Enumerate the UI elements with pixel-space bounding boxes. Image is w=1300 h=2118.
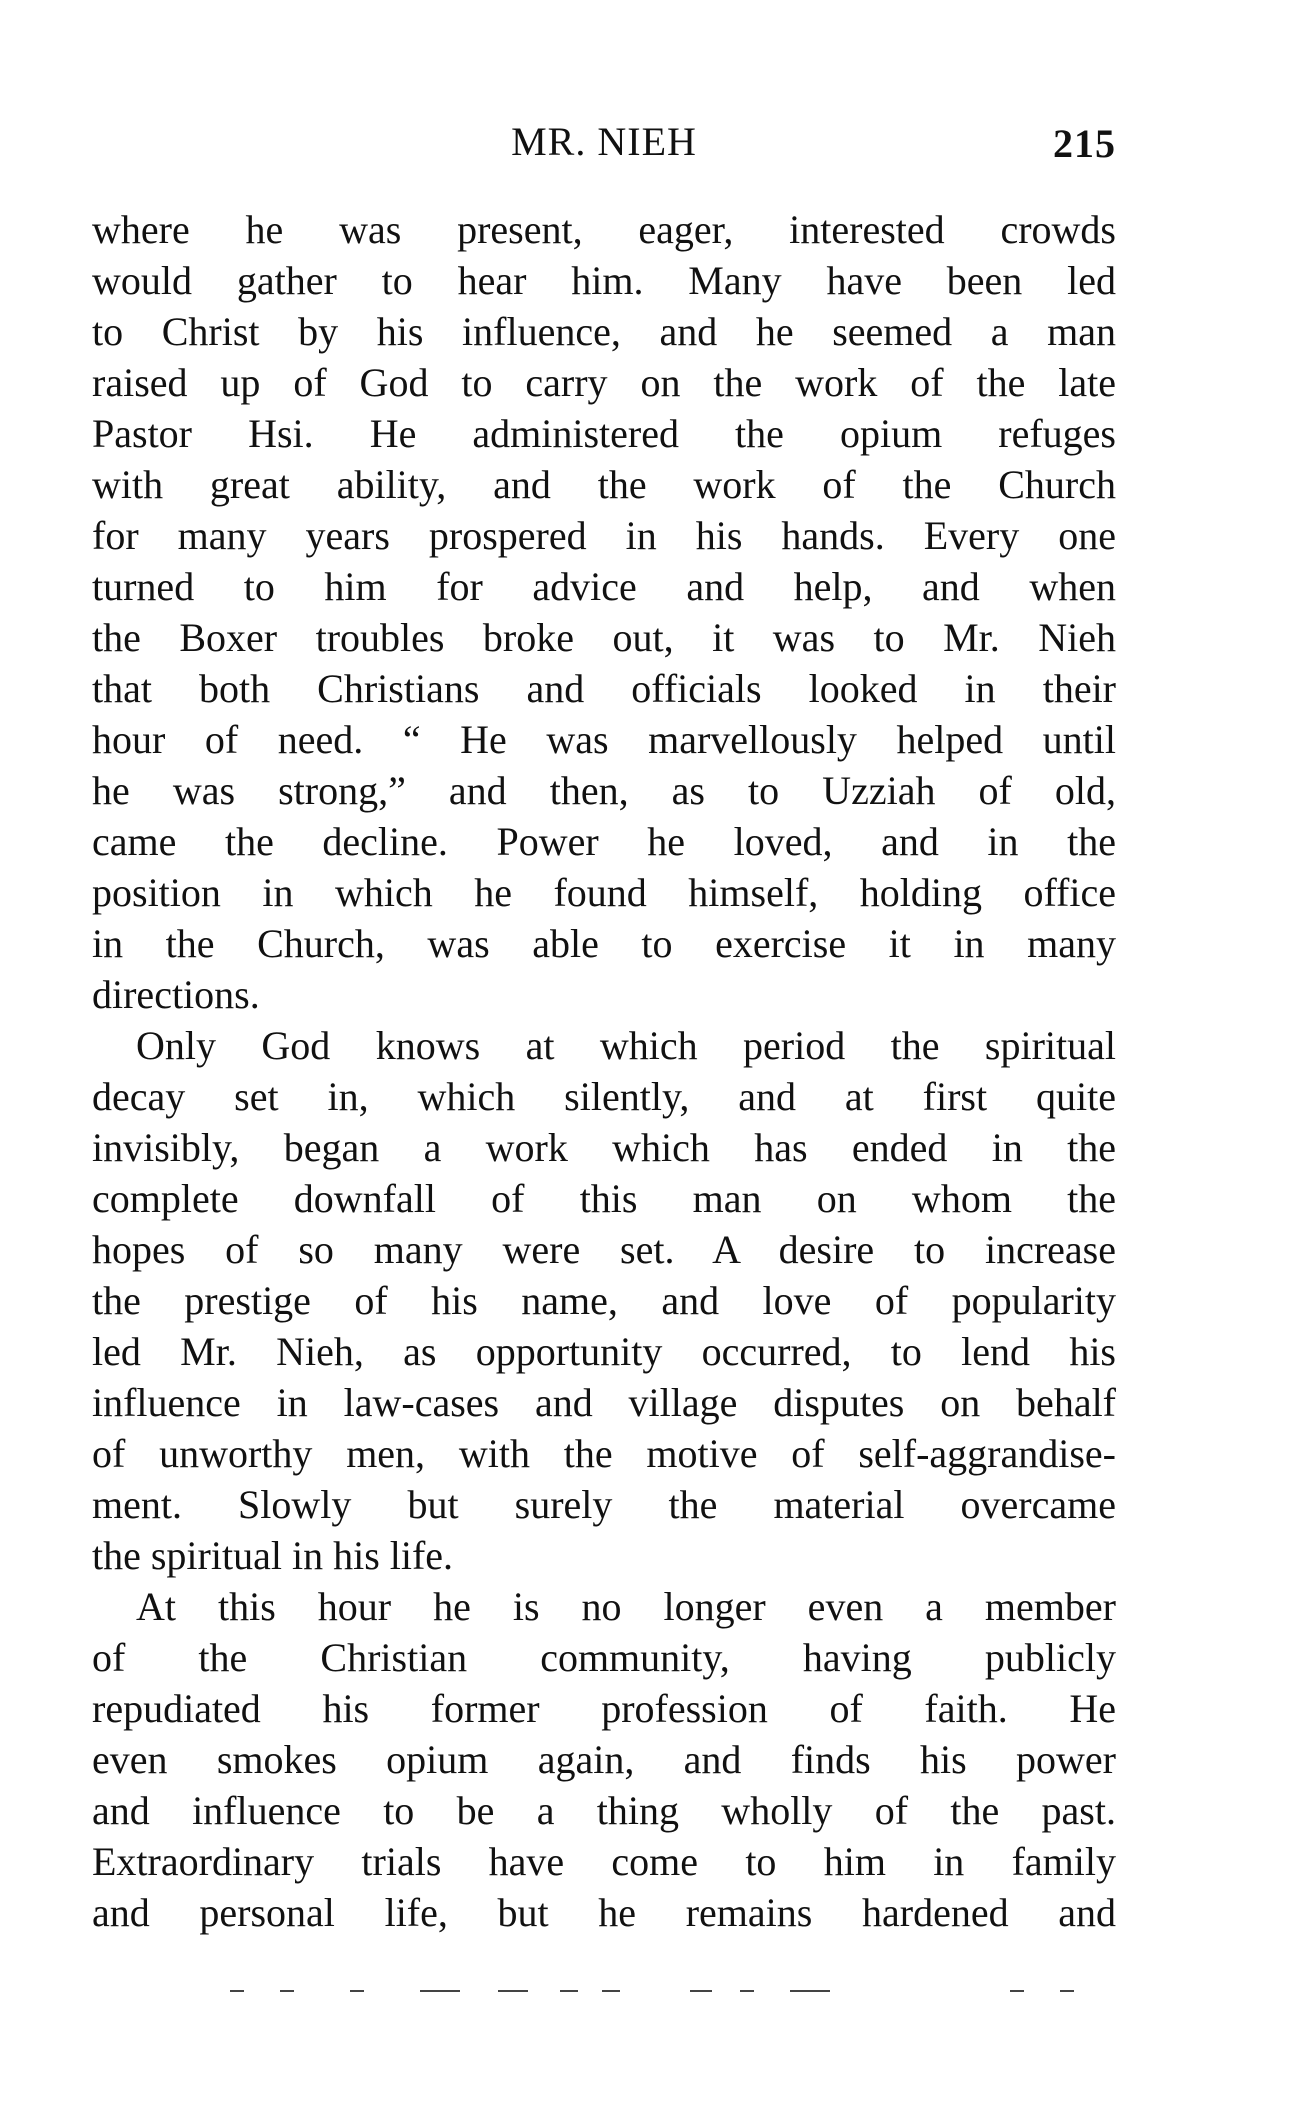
text-line: and influence to be a thing wholly of the past. [92, 1788, 1116, 1833]
text-line: of the Christian community, having publicly [92, 1635, 1116, 1680]
text-line: to Christ by his influence, and he seemed a man [92, 309, 1116, 354]
text-line: the Boxer troubles broke out, it was to Mr. Nieh [92, 615, 1116, 660]
paragraph-2 [92, 1020, 1116, 1581]
text-line: complete downfall of this man on whom the [92, 1176, 1116, 1221]
running-head [92, 118, 1116, 178]
ink-mark [230, 1990, 244, 1992]
ink-mark [740, 1990, 754, 1992]
ink-mark [1010, 1990, 1024, 1992]
text-line: raised up of God to carry on the work of the late [92, 360, 1116, 405]
text-line: Only God knows at which period the spiritual [136, 1023, 1116, 1068]
bleed-through-marks [230, 1990, 1090, 2002]
text-line: Extraordinary trials have come to him in family [92, 1839, 1116, 1884]
text-line: influence in law-cases and village disputes on behalf [92, 1380, 1116, 1425]
text-line: position in which he found himself, holding office [92, 870, 1116, 915]
paragraph-3 [92, 1581, 1116, 1938]
text-line: in the Church, was able to exercise it in many [92, 921, 1116, 966]
text-line: of unworthy men, with the motive of self-aggrandise- [92, 1431, 1116, 1476]
ink-mark [1060, 1990, 1074, 1992]
ink-mark [790, 1990, 830, 1992]
text-line: with great ability, and the work of the Church [92, 462, 1116, 507]
text-line: hour of need. “ He was marvellously helped until [92, 717, 1116, 762]
ink-mark [280, 1990, 294, 1992]
running-title: MR. NIEH [511, 119, 697, 164]
text-line: hopes of so many were set. A desire to increase [92, 1227, 1116, 1272]
text-line: Pastor Hsi. He administered the opium refuges [92, 411, 1116, 456]
text-line: invisibly, began a work which has ended in the [92, 1125, 1116, 1170]
text-line: he was strong,” and then, as to Uzziah of old, [92, 768, 1116, 813]
text-line: the spiritual in his life. [92, 1533, 454, 1578]
body-text [92, 204, 1116, 1938]
ink-mark [420, 1990, 460, 1992]
text-line: where he was present, eager, interested crowds [92, 207, 1116, 252]
ink-mark [602, 1990, 620, 1992]
text-line: even smokes opium again, and finds his power [92, 1737, 1116, 1782]
ink-mark [560, 1990, 578, 1992]
text-line: came the decline. Power he loved, and in the [92, 819, 1116, 864]
ink-mark [690, 1990, 712, 1992]
text-line: turned to him for advice and help, and when [92, 564, 1116, 609]
text-line: led Mr. Nieh, as opportunity occurred, to lend his [92, 1329, 1116, 1374]
page-number: 215 [1053, 121, 1116, 166]
text-line: At this hour he is no longer even a member [136, 1584, 1116, 1629]
ink-mark [498, 1990, 528, 1992]
text-line: repudiated his former profession of faith. He [92, 1686, 1116, 1731]
text-line: directions. [92, 972, 260, 1017]
text-line: would gather to hear him. Many have been led [92, 258, 1116, 303]
ink-mark [350, 1990, 364, 1992]
text-line: and personal life, but he remains hardened and [92, 1890, 1116, 1935]
text-line: ment. Slowly but surely the material overcame [92, 1482, 1116, 1527]
text-line: decay set in, which silently, and at first quite [92, 1074, 1116, 1119]
text-line: that both Christians and officials looked in their [92, 666, 1116, 711]
text-line: the prestige of his name, and love of popularity [92, 1278, 1116, 1323]
paragraph-1 [92, 204, 1116, 1020]
text-line: for many years prospered in his hands. Every one [92, 513, 1116, 558]
